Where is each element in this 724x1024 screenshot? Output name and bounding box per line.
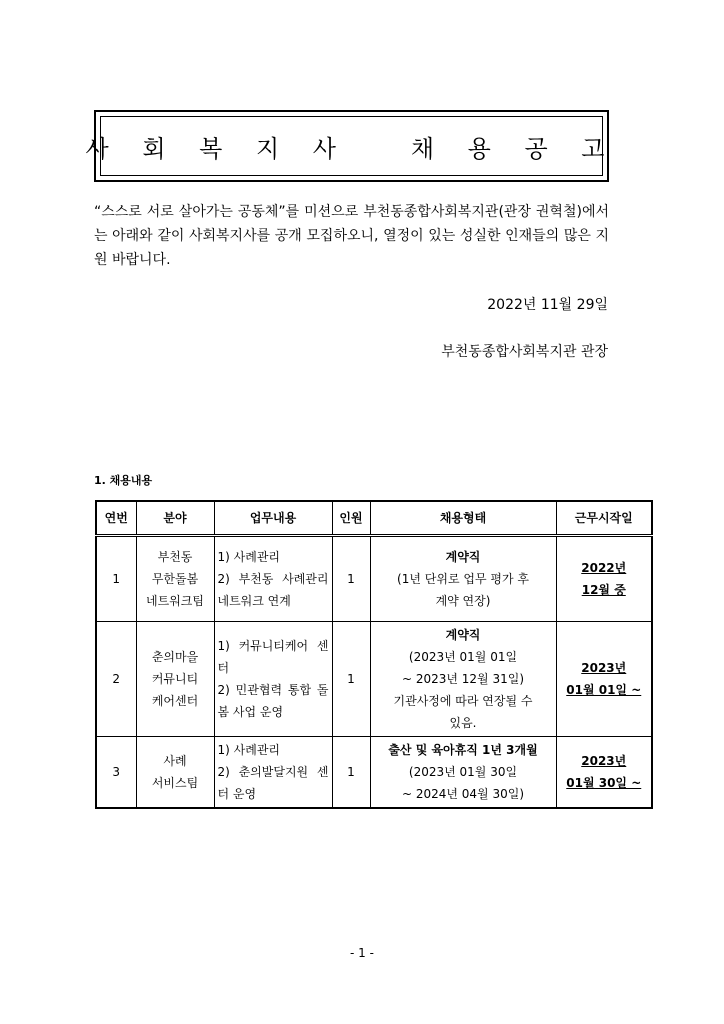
row-no: 2 (96, 622, 136, 737)
field-line: 케어센터 (151, 694, 199, 708)
table-row (96, 622, 652, 737)
row-type (370, 737, 556, 809)
row-duty (214, 737, 332, 809)
row-start (556, 622, 652, 737)
row-count: 1 (332, 536, 370, 622)
title-inner-frame (85, 116, 618, 176)
header-no: 연번 (96, 501, 136, 536)
type-main: 출산 및 육아휴직 1년 3개월 (388, 743, 538, 757)
row-no: 1 (96, 536, 136, 622)
intro-paragraph: “스스로 서로 살아가는 공동체”를 미션으로 부천동종합사회복지관(관장 권혁철)에서는 아래와 같이 사회복지사를 공개 모집하오니, 열정이 있는 성실한 인재들의 많은 지원 바랍니다. (94, 204, 609, 268)
type-detail: ~ 2023년 12월 31일) (401, 672, 525, 686)
duty-line: 1) 사례관리 (217, 550, 280, 564)
start-line: 12월 중 (581, 583, 626, 597)
row-duty (214, 622, 332, 737)
header-duty: 업무내용 (214, 501, 332, 536)
type-main: 계약직 (445, 628, 481, 642)
table-row (96, 737, 652, 809)
type-detail: 기관사정에 따라 연장될 수 (393, 694, 533, 708)
row-field (136, 737, 214, 809)
row-start (556, 536, 652, 622)
duty-line: 2) 춘의발달지원 센터 운영 (217, 765, 329, 801)
start-line: 2023년 (581, 754, 627, 768)
header-type: 채용형태 (370, 501, 556, 536)
field-line: 춘의마을 (151, 650, 199, 664)
page-number: - 1 - (350, 946, 374, 960)
duty-line: 2) 민관협력 통합 돌봄 사업 운영 (217, 683, 329, 719)
row-type (370, 622, 556, 737)
type-detail: 계약 연장) (435, 594, 491, 608)
header-count: 인원 (332, 501, 370, 536)
announcement-date: 2022년 11월 29일 (487, 297, 608, 313)
title-box (85, 110, 618, 182)
row-field (136, 622, 214, 737)
row-no: 3 (96, 737, 136, 809)
field-line: 서비스팀 (151, 776, 199, 790)
type-detail: (1년 단위로 업무 평가 후 (397, 572, 529, 586)
start-line: 2022년 (581, 561, 627, 575)
row-count: 1 (332, 737, 370, 809)
page-title: 사 회 복 지 사 채 용 공 고 (85, 134, 618, 163)
signer: 부천동종합사회복지관 관장 (441, 344, 608, 360)
section-title: 1. 채용내용 (94, 474, 153, 487)
row-count: 1 (332, 622, 370, 737)
field-line: 부천동 (157, 550, 193, 564)
field-line: 사례 (163, 754, 187, 768)
type-detail: (2023년 01월 30일 (408, 765, 518, 779)
type-detail: ~ 2024년 04월 30일) (401, 787, 525, 801)
table-header-row (96, 501, 652, 536)
duty-line: 2) 부천동 사례관리 네트워크 연계 (217, 572, 329, 608)
field-line: 무한돌봄 (151, 572, 199, 586)
duty-line: 1) 사례관리 (217, 743, 280, 757)
recruitment-table (95, 500, 653, 809)
row-field (136, 536, 214, 622)
row-type (370, 536, 556, 622)
field-line: 네트워크팀 (146, 594, 204, 608)
duty-line: 1) 커뮤니티케어 센터 (217, 639, 329, 675)
start-line: 2023년 (581, 661, 627, 675)
type-main: 계약직 (445, 550, 481, 564)
row-duty (214, 536, 332, 622)
type-detail: (2023년 01월 01일 (408, 650, 518, 664)
field-line: 커뮤니티 (151, 672, 199, 686)
table-row (96, 536, 652, 622)
start-line: 01월 01일 ~ (566, 683, 642, 697)
header-start: 근무시작일 (556, 501, 652, 536)
type-detail: 있음. (449, 716, 477, 730)
header-field: 분야 (136, 501, 214, 536)
start-line: 01월 30일 ~ (566, 776, 642, 790)
row-start (556, 737, 652, 809)
